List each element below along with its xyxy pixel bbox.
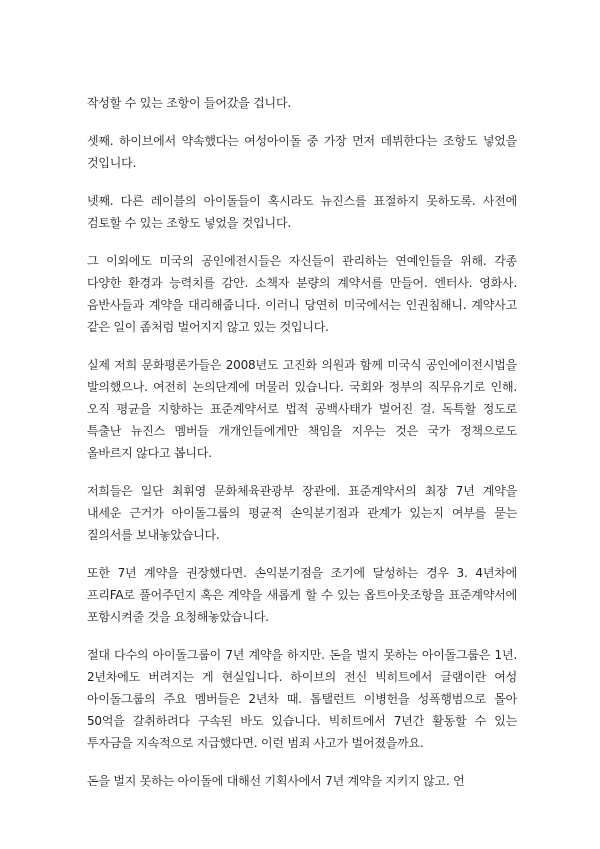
paragraph-us-agencies: 그 이외에도 미국의 공인에전시들은 자신들이 관리하는 연예인들을 위해. 각종 다양한 환경과 능력치를 감안. 소책자 분량의 계약서를 만들어. 엔터사. 영화사. 음반사들과 계약을 대리해줍니다. 이러니 당연히 미국에서는 인권침해니. 계약사고 같은 일이 좀처럼 벌어지지 않고 있는 것입니다. (87, 254, 517, 334)
paragraph-idol-reality: 절대 다수의 아이돌그룹이 7년 계약을 하지만. 돈을 벌지 못하는 아이돌그룹은 1년. 2년차에도 버려지는 게 현실입니다. 하이브의 전신 빅히트에서 글램이란 여성 아이돌그룹의 주요 멤버들은 2년차 때. 톱탤런트 이병헌을 성폭행범으로 몰아 50억을 갈취하려다 구속된 바도 있습니다. 빅히트에서 7년간 활동할 수 있는 투자금을 지속적으로 지급했다면. 이런 범죄 사고가 벌어졌을까요. (87, 648, 517, 750)
paragraph-third-point: 셋째. 하이브에서 약속했다는 여성아이돌 중 가장 먼저 데뷔한다는 조항도 넣었을 것입니다. (87, 134, 517, 170)
paragraph-opt-out-request: 또한 7년 계약을 권장했다면. 손익분기점을 조기에 달성하는 경우 3. 4년차에 프리FA로 풀어주던지 혹은 계약을 새롭게 할 수 있는 옵트아웃조항을 표준계약서에 포함시켜줄 것을 요청해놓았습니다. (87, 566, 517, 624)
document-page (87, 92, 517, 808)
paragraph-truncated: 돈을 벌지 못하는 아이돌에 대해선 기획사에서 7년 계약을 지키지 않고. 언 (87, 774, 465, 788)
paragraph-continuation: 작성할 수 있는 조항이 들어갔을 겁니다. (87, 96, 291, 110)
paragraph-inquiry-letter: 저희들은 일단 최휘영 문화체육관광부 장관에. 표준계약서의 최장 7년 계약을 내세운 근거가 아이돌그룹의 평균적 손익분기점과 관계가 있는지 여부를 묻는 질의서를 보내놓았습니다. (87, 484, 517, 542)
paragraph-fourth-point: 넷째. 다른 레이블의 아이돌들이 혹시라도 뉴진스를 표절하지 못하도록. 사전에 검토할 수 있는 조항도 넣었을 것입니다. (87, 194, 517, 230)
paragraph-agency-bill: 실제 저희 문화평론가들은 2008년도 고진화 의원과 함께 미국식 공인에이전시법을 발의했으나. 여전히 논의단계에 머물러 있습니다. 국회와 정부의 직무유기로 인해. 오직 평균을 지향하는 표준계약서로 법적 공백사태가 벌어진 걸. 독특할 정도로 특출난 뉴진스 멤버들 개개인들에게만 책임을 지우는 것은 국가 정책으로도 올바르지 않다고 봅니다. (87, 358, 517, 460)
